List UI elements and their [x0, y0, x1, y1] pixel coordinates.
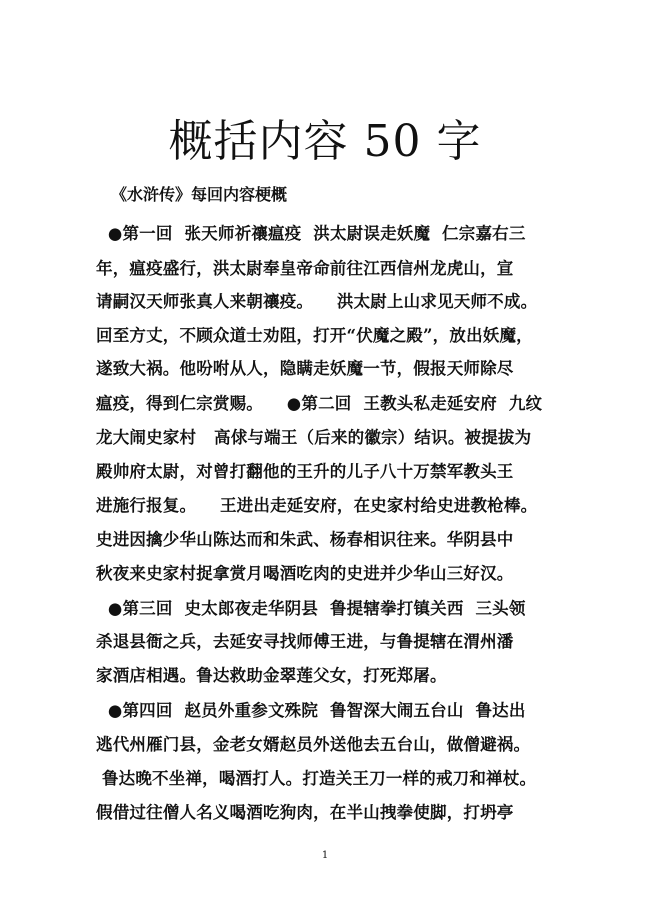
- text-line: ●第一回 张天师祈禳瘟疫 洪太尉误走妖魔 仁宗嘉右三: [96, 224, 526, 243]
- text-line: 鲁达晚不坐禅，喝酒打人。打造关王刀一样的戒刀和禅杖。: [96, 769, 537, 788]
- text-line: 请嗣汉天师张真人来朝禳疫。 洪太尉上山求见天师不成。: [96, 292, 538, 311]
- text-line: 瘟疫，得到仁宗赏赐。 ●第二回 王教头私走延安府 九纹: [96, 394, 543, 413]
- text-line: 年，瘟疫盛行，洪太尉奉皇帝命前往江西信州龙虎山，宣: [96, 259, 514, 278]
- text-line: 进施行报复。 王进出走延安府，在史家村给史进教枪棒。: [96, 496, 538, 515]
- text-line: 逃代州雁门县，金老女婿赵员外送他去五台山，做僧避祸。: [96, 735, 531, 754]
- text-line: 殿帅府太尉，对曾打翻他的王升的儿子八十万禁军教头王: [96, 462, 514, 481]
- text-line: 家酒店相遇。鲁达救助金翠莲父女，打死郑屠。: [96, 666, 447, 685]
- text-line: 秋夜来史家村捉拿赏月喝酒吃肉的史进并少华山三好汉。: [96, 564, 514, 583]
- text-line: 假借过往僧人名义喝酒吃狗肉，在半山拽拳使脚，打坍亭: [96, 803, 514, 822]
- text-line: 史进因擒少华山陈达而和朱武、杨春相识往来。华阴县中: [96, 530, 514, 549]
- text-line: 龙大闹史家村 高俅与端王（后来的徽宗）结识。被提拔为: [96, 428, 532, 447]
- text-line: 回至方丈，不顾众道士劝阻，打开“伏魔之殿”，放出妖魔，: [96, 326, 533, 345]
- text-line: 遂致大祸。他吩咐从人，隐瞒走妖魔一节，假报天师除尽: [96, 359, 514, 378]
- page-number: 1: [321, 850, 329, 861]
- document-subtitle: 《水浒传》每回内容梗概: [111, 185, 288, 204]
- document-title: 概括内容 50 字: [168, 116, 482, 167]
- text-line: ●第四回 赵员外重参文殊院 鲁智深大闹五台山 鲁达出: [96, 701, 526, 720]
- text-line: 杀退县衙之兵，去延安寻找师傅王进，与鲁提辖在渭州潘: [96, 632, 514, 651]
- text-line: ●第三回 史太郎夜走华阴县 鲁提辖拳打镇关西 三头领: [96, 599, 526, 618]
